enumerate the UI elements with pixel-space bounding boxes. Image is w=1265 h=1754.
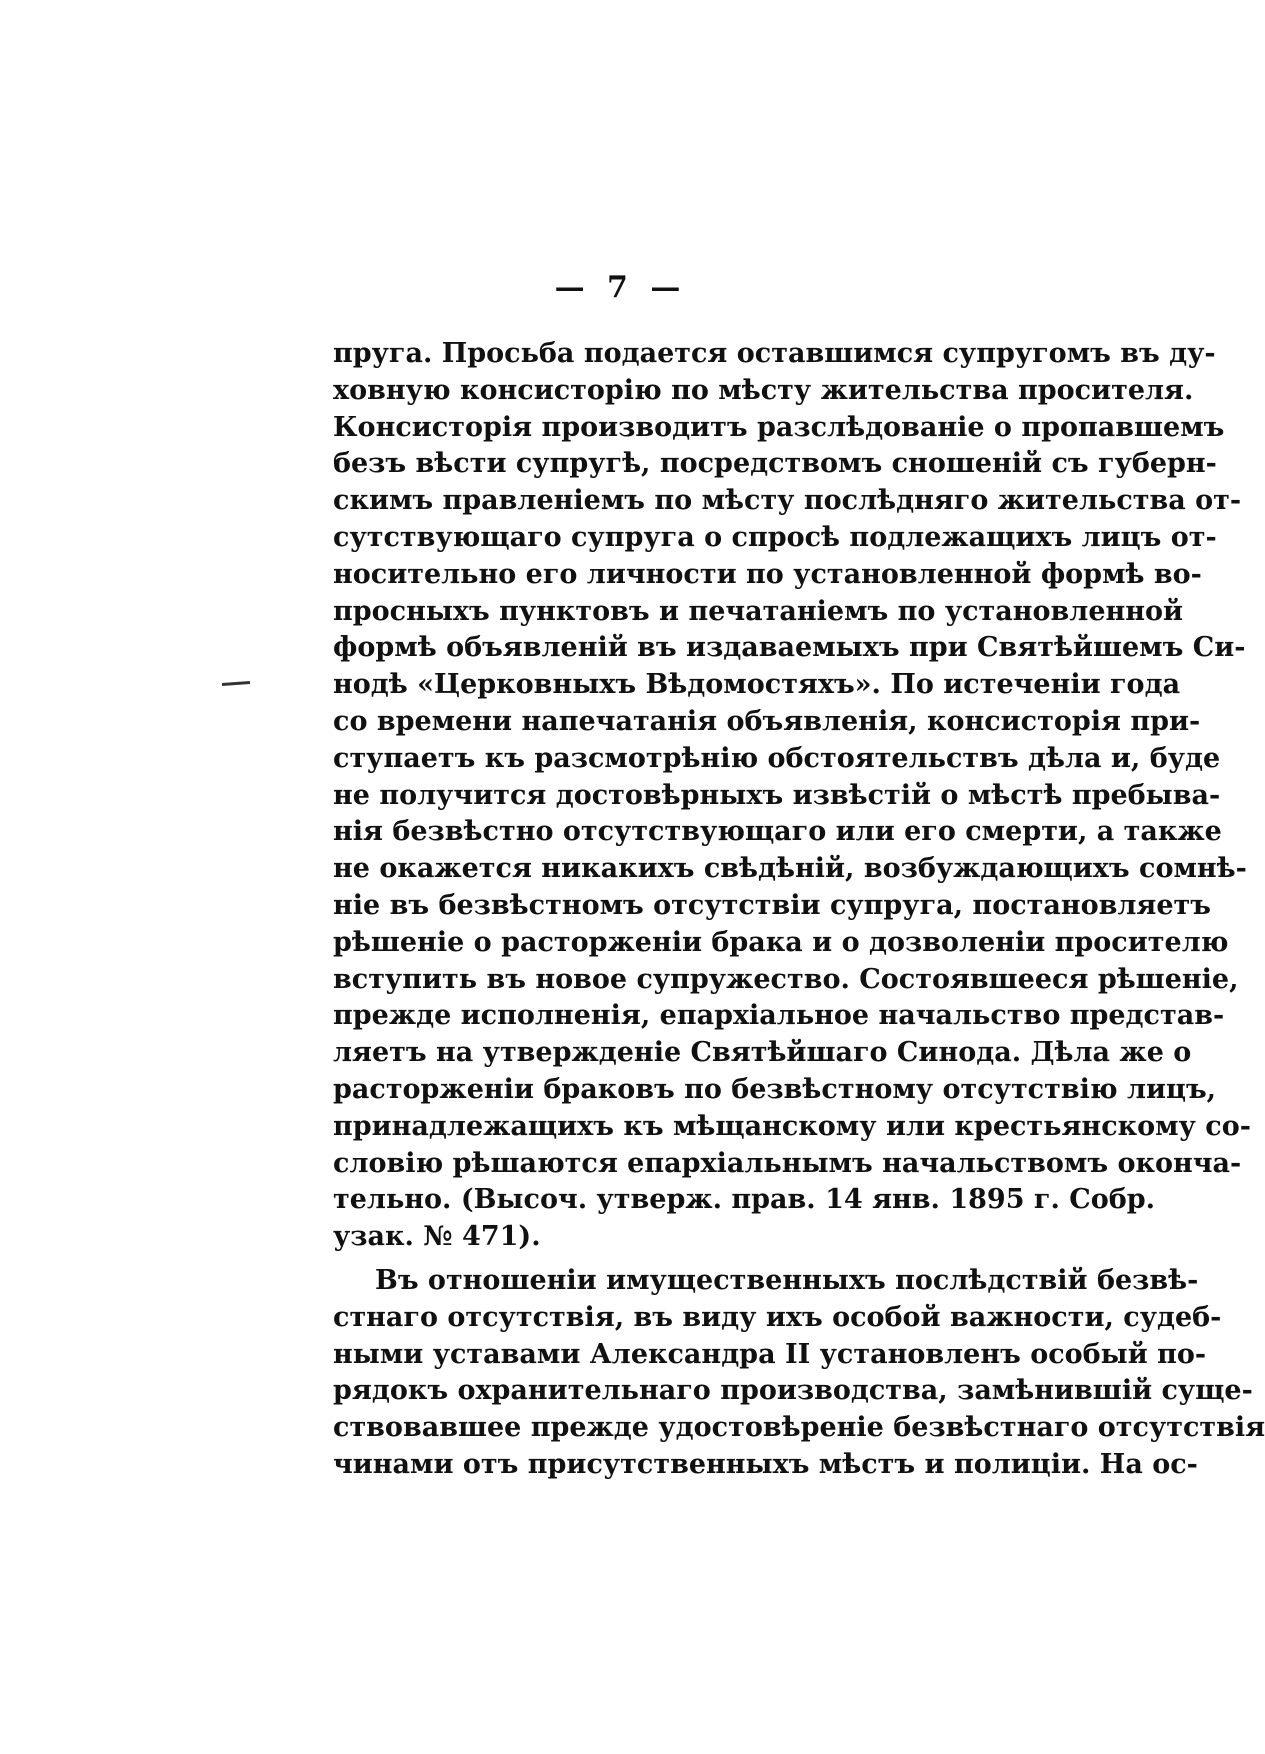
text-line: ствовавшее прежде удостовѣреніе безвѣстнаго отсутствія (333, 1412, 1265, 1444)
text-line: рядокъ охранительнаго производства, замѣнившій суще- (333, 1375, 1253, 1407)
page-body (333, 336, 1265, 1484)
text-line: вступить въ новое супружество. Состоявшееся рѣшеніе, (333, 963, 1239, 995)
text-line: носительно его личности по установленной формѣ во- (333, 558, 1202, 590)
text-line: ступаетъ къ разсмотрѣнію обстоятельствъ дѣла и, буде (333, 742, 1221, 774)
text-line: прежде исполненія, епархіальное начальство представ- (333, 1000, 1225, 1032)
paragraph-two (333, 1263, 1265, 1484)
text-line: расторженіи браковъ по безвѣстному отсутствію лицъ, (333, 1073, 1217, 1105)
text-line: скимъ правленіемъ по мѣсту послѣдняго жительства от- (333, 485, 1242, 517)
text-line: ляетъ на утвержденіе Святѣйшаго Синода. Дѣла же о (333, 1037, 1192, 1069)
text-line: Въ отношеніи имущественныхъ послѣдствій безвѣ- (375, 1264, 1199, 1296)
text-line: безъ вѣсти супругѣ, посредствомъ сношеній съ губерн- (333, 448, 1217, 480)
text-line: принадлежащихъ къ мѣщанскому или крестьянскому со- (333, 1110, 1251, 1142)
text-line: нія безвѣстно отсутствующаго или его смерти, а также (333, 816, 1222, 848)
margin-mark (222, 681, 250, 686)
text-line: рѣшеніе о расторженіи брака и о дозволеніи просителю (333, 926, 1229, 958)
text-line: не окажется никакихъ свѣдѣній, возбуждающихъ сомнѣ- (333, 853, 1247, 885)
text-line: ховную консисторію по мѣсту жительства просителя. (333, 374, 1194, 406)
text-line: тельно. (Высоч. утверж. прав. 14 янв. 1895 г. Собр. (333, 1184, 1156, 1216)
text-line: узак. № 471). (333, 1221, 541, 1253)
text-line: ными уставами Александра II установленъ особый по- (333, 1338, 1207, 1370)
text-line: чинами отъ присутственныхъ мѣстъ и полиціи. На ос- (333, 1448, 1198, 1480)
text-line: со времени напечатанія объявленія, консисторія при- (333, 705, 1201, 737)
text-line: Консисторія производитъ разслѣдованіе о пропавшемъ (333, 411, 1225, 443)
paragraph-one (333, 336, 1251, 1256)
text-line: просныхъ пунктовъ и печатаніемъ по установленной (333, 595, 1184, 627)
text-line: ніе въ безвѣстномъ отсутствіи супруга, постановляетъ (333, 889, 1212, 921)
text-line: словію рѣшаются епархіальнымъ начальствомъ оконча- (333, 1147, 1242, 1179)
text-line: формѣ объявленій въ издаваемыхъ при Святѣйшемъ Си- (333, 632, 1246, 664)
text-line: не получится достовѣрныхъ извѣстій о мѣстѣ пребыва- (333, 779, 1221, 811)
text-line: стнаго отсутствія, въ виду ихъ особой важности, судеб- (333, 1301, 1222, 1333)
page-number: — 7 — (554, 270, 687, 305)
text-line: нодѣ «Церковныхъ Вѣдомостяхъ». По истеченіи года (333, 669, 1181, 701)
text-line: сутствующаго супруга о спросѣ подлежащихъ лицъ от- (333, 521, 1217, 553)
text-line: пруга. Просьба подается оставшимся супругомъ въ ду- (333, 338, 1216, 369)
